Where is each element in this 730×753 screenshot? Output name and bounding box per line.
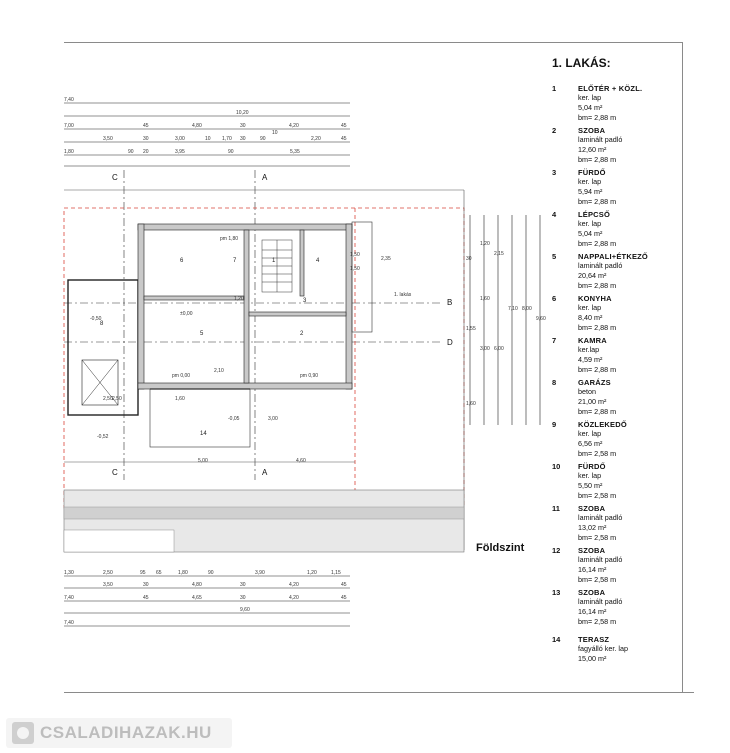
dim-text: 1,50 [350, 252, 360, 258]
room-number: 9 [552, 420, 557, 429]
room-area: 5,04 m² [578, 229, 603, 238]
dim-text: 90 [128, 149, 134, 155]
dim-text: 1,60 [480, 296, 490, 302]
level-text: pm 1,80 [220, 236, 239, 242]
dim-text: 45 [341, 123, 347, 129]
room-area: 4,59 m² [578, 355, 603, 364]
room-name: FÜRDŐ [578, 168, 606, 177]
dim-text: 3,50 [103, 136, 113, 142]
top-dimension-texts [64, 97, 347, 155]
room-number: 5 [552, 252, 557, 261]
level-text: pm 0,00 [172, 373, 191, 379]
dim-text: 1,20 [480, 241, 490, 247]
room-area: 16,14 m² [578, 565, 607, 574]
dim-text: 7,40 [64, 620, 74, 626]
room-area: 5,04 m² [578, 103, 603, 112]
room-name: LÉPCSŐ [578, 210, 611, 219]
dim-text: 7,40 [64, 97, 74, 103]
section-label-c-bottom: C [112, 468, 118, 477]
room-area: 5,50 m² [578, 481, 603, 490]
dim-text: 3,00 [480, 346, 490, 352]
logo-icon [12, 722, 34, 744]
dim-text: 7,10 [508, 306, 518, 312]
room-entry [552, 336, 682, 375]
dim-text: 1,80 [178, 570, 188, 576]
dim-text: 4,80 [192, 123, 202, 129]
stair [262, 240, 292, 292]
room-entry [552, 462, 682, 501]
room-number: 1 [552, 84, 557, 93]
room-height: bm= 2,88 m [578, 407, 617, 416]
dim-text: 2,15 [494, 251, 504, 257]
section-lines [64, 170, 440, 480]
room-name: NAPPALI+ÉTKEZŐ [578, 252, 648, 261]
room-number-8: 8 [100, 321, 104, 327]
dim-text: 9,60 [536, 316, 546, 322]
dim-text: 45 [341, 136, 347, 142]
room-name: GARÁZS [578, 378, 611, 387]
dim-text: 4,65 [192, 595, 202, 601]
room-floor-material: laminált padló [578, 261, 623, 270]
room-area: 6,56 m² [578, 439, 603, 448]
room-entry [552, 252, 682, 291]
room-floor-material: ker. lap [578, 471, 602, 480]
room-height: bm= 2,88 m [578, 155, 617, 164]
street-band [64, 490, 464, 552]
dim-text: 30 [240, 123, 246, 129]
right-dimension-texts [466, 241, 546, 407]
dim-text: 4,20 [289, 582, 299, 588]
dim-text: 2,50 [103, 570, 113, 576]
room-number-6: 6 [180, 258, 184, 264]
room-number: 2 [552, 126, 557, 135]
dim-text: 1,70 [222, 136, 232, 142]
room-entry [552, 588, 682, 627]
room-entry [552, 378, 682, 417]
room-number: 14 [552, 635, 561, 644]
garage [68, 280, 138, 415]
dim-text: 1,20 [234, 296, 244, 302]
dim-text: 5,00 [198, 458, 208, 464]
dim-text: 30 [143, 582, 149, 588]
room-height: bm= 2,88 m [578, 365, 617, 374]
dim-text: 4,80 [192, 582, 202, 588]
section-label-b: B [447, 298, 453, 307]
room-height: bm= 2,58 m [578, 533, 617, 542]
level-text: -0,50 [90, 316, 102, 322]
dim-text: 45 [143, 595, 149, 601]
dim-text: 2,20 [311, 136, 321, 142]
room-number-5: 5 [200, 331, 204, 337]
dim-text: 90 [208, 570, 214, 576]
dim-text: 2,50 [112, 396, 122, 402]
dim-text: 7,00 [64, 123, 74, 129]
site-logo[interactable] [6, 718, 232, 748]
level-text: pm 0,90 [300, 373, 319, 379]
dim-text: 3,00 [175, 136, 185, 142]
room-entry [552, 635, 682, 664]
room-floor-material: ker. lap [578, 219, 602, 228]
room-area: 20,64 m² [578, 271, 607, 280]
dim-text: 65 [156, 570, 162, 576]
dim-text: 30 [466, 256, 472, 262]
dim-text: 1,55 [466, 326, 476, 332]
room-number-7: 7 [233, 258, 237, 264]
section-label-d: D [447, 338, 453, 347]
dim-text: 8,00 [522, 306, 532, 312]
room-floor-material: ker. lap [578, 177, 602, 186]
dim-text: 90 [228, 149, 234, 155]
room-number-3: 3 [303, 298, 307, 304]
floor-label: Földszint [476, 542, 525, 554]
room-area: 8,40 m² [578, 313, 603, 322]
dim-text: 10 [205, 136, 211, 142]
dim-text: 9,60 [240, 607, 250, 613]
dim-text: 3,50 [103, 582, 113, 588]
room-number-14: 14 [200, 431, 207, 437]
dim-text: 1,60 [466, 401, 476, 407]
dim-text: 3,00 [268, 416, 278, 422]
room-height: bm= 2,88 m [578, 197, 617, 206]
room-height: bm= 2,58 m [578, 617, 617, 626]
room-number: 7 [552, 336, 557, 345]
logo-text: CSALADIHAZAK.HU [40, 723, 212, 742]
dim-text: 1,50 [350, 266, 360, 272]
room-number: 3 [552, 168, 557, 177]
room-entry [552, 84, 682, 123]
room-floor-material: beton [578, 387, 596, 396]
bottom-dimension-texts [64, 570, 347, 626]
room-area: 13,02 m² [578, 523, 607, 532]
room-area: 15,00 m² [578, 654, 607, 663]
dim-text: 1,80 [64, 149, 74, 155]
room-number-2: 2 [300, 331, 304, 337]
dim-text: 45 [341, 582, 347, 588]
dim-text: 7,40 [64, 595, 74, 601]
dim-text: 4,60 [296, 458, 306, 464]
dim-text: 3,90 [255, 570, 265, 576]
level-text: ±0,00 [180, 311, 193, 317]
room-name: ELŐTÉR + KÖZL. [578, 84, 643, 93]
dim-text: 4,20 [289, 123, 299, 129]
dim-text: 5,35 [290, 149, 300, 155]
level-text: -0,52 [97, 434, 109, 440]
room-area: 21,00 m² [578, 397, 607, 406]
room-name: SZOBA [578, 588, 606, 597]
room-name: SZOBA [578, 504, 606, 513]
dim-text: 20 [143, 149, 149, 155]
room-floor-material: ker. lap [578, 429, 602, 438]
room-height: bm= 2,88 m [578, 281, 617, 290]
room-height: bm= 2,58 m [578, 575, 617, 584]
room-name: KAMRA [578, 336, 607, 345]
room-name: KÖZLEKEDŐ [578, 420, 627, 429]
dim-text: 3,95 [175, 149, 185, 155]
room-area: 16,14 m² [578, 607, 607, 616]
room-entry [552, 210, 682, 249]
room-list [552, 84, 682, 664]
dim-text: 95 [140, 570, 146, 576]
room-name: KONYHA [578, 294, 612, 303]
room-number: 13 [552, 588, 561, 597]
dim-text: 1,60 [175, 396, 185, 402]
dim-text: 1,30 [64, 570, 74, 576]
dim-text: 2,50 [103, 396, 113, 402]
room-name: SZOBA [578, 546, 606, 555]
room-floor-material: ker. lap [578, 93, 602, 102]
top-dimension-lines [64, 103, 350, 166]
room-name: TERASZ [578, 635, 610, 644]
dim-text: 2,35 [381, 256, 391, 262]
room-name: SZOBA [578, 126, 606, 135]
room-floor-material: laminált padló [578, 597, 623, 606]
section-label-a-top: A [262, 173, 268, 182]
unit-note: 1. lakás [394, 292, 412, 298]
dim-text: 10 [272, 130, 278, 136]
room-number: 11 [552, 504, 560, 513]
room-entry [552, 546, 682, 585]
room-number: 6 [552, 294, 557, 303]
room-number-labels [100, 258, 320, 437]
section-label-c-top: C [112, 173, 118, 182]
room-entry [552, 126, 682, 165]
room-number: 8 [552, 378, 557, 387]
dim-text: 90 [260, 136, 266, 142]
room-floor-material: laminált padló [578, 555, 623, 564]
dim-text: 30 [143, 136, 149, 142]
room-number-4: 4 [316, 258, 320, 264]
section-markers [112, 173, 453, 477]
dim-text: 1,20 [307, 570, 317, 576]
room-entry [552, 420, 682, 459]
room-floor-material: laminált padló [578, 135, 623, 144]
room-legend [552, 56, 682, 667]
room-number: 10 [552, 462, 561, 471]
dim-text: 45 [341, 595, 347, 601]
room-height: bm= 2,88 m [578, 239, 617, 248]
dim-text: 30 [240, 595, 246, 601]
room-area: 5,94 m² [578, 187, 603, 196]
dim-text: 4,20 [289, 595, 299, 601]
dim-text: 1,15 [331, 570, 341, 576]
section-label-a-bottom: A [262, 468, 268, 477]
room-area: 12,60 m² [578, 145, 607, 154]
room-height: bm= 2,88 m [578, 113, 617, 122]
house-walls [138, 224, 352, 389]
room-entry [552, 504, 682, 543]
level-text: -0,05 [228, 416, 240, 422]
room-number: 4 [552, 210, 557, 219]
room-number-1: 1 [272, 258, 276, 264]
room-floor-material: ker.lap [578, 345, 600, 354]
room-height: bm= 2,58 m [578, 449, 617, 458]
room-height: bm= 2,58 m [578, 491, 617, 500]
room-floor-material: fagyálló ker. lap [578, 644, 628, 653]
room-height: bm= 2,88 m [578, 323, 617, 332]
room-number: 12 [552, 546, 561, 555]
dim-text: 30 [240, 136, 246, 142]
room-floor-material: laminált padló [578, 513, 623, 522]
room-entry [552, 294, 682, 333]
dim-text: 6,00 [494, 346, 504, 352]
dim-text: 2,10 [214, 368, 224, 374]
dim-text: 10,20 [236, 110, 249, 116]
room-entry [552, 168, 682, 207]
room-name: FÜRDŐ [578, 462, 606, 471]
room-floor-material: ker. lap [578, 303, 602, 312]
legend-title: 1. LAKÁS: [552, 56, 611, 70]
dim-text: 30 [240, 582, 246, 588]
dim-text: 45 [143, 123, 149, 129]
